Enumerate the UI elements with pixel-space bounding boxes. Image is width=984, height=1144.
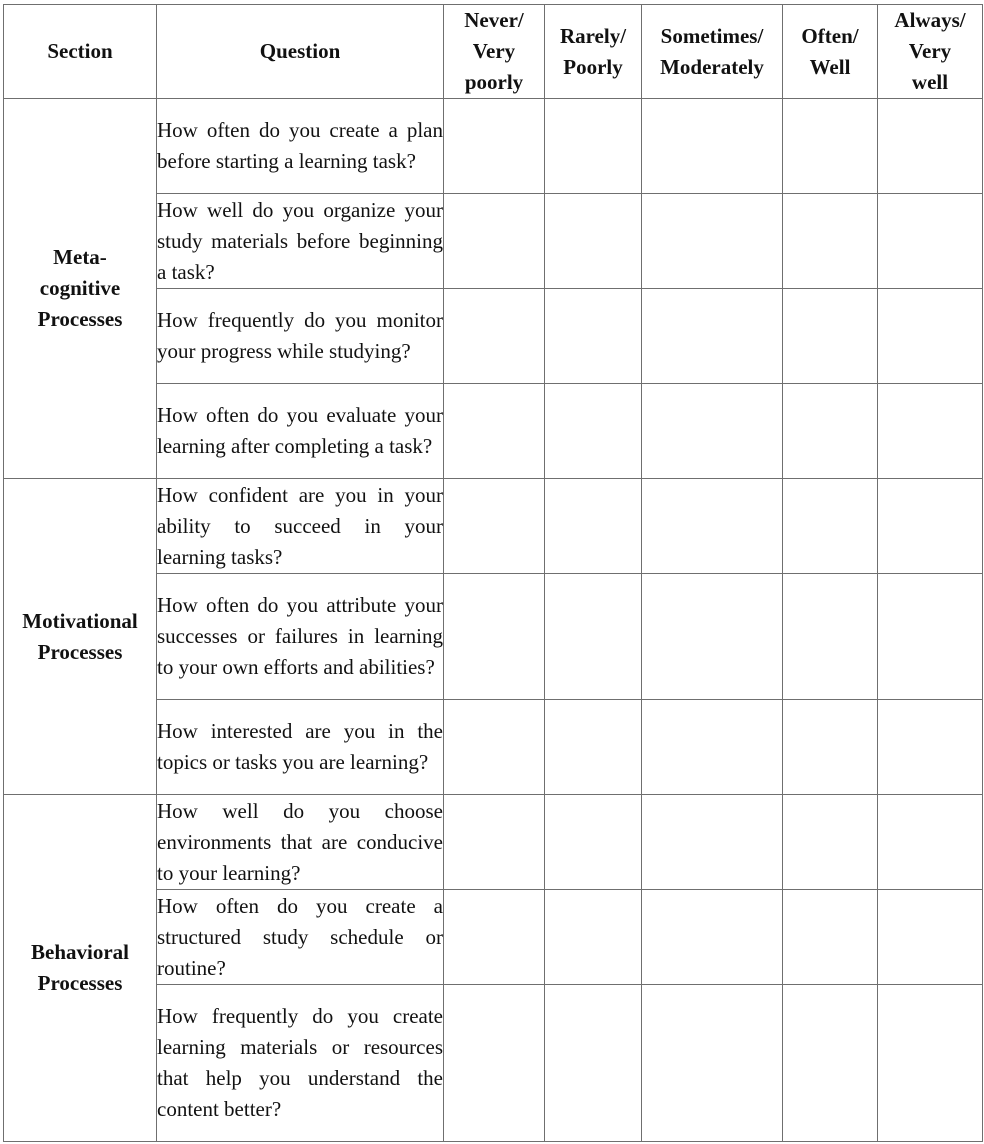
answer-cell-often[interactable] [783, 700, 878, 795]
answer-cell-often[interactable] [783, 985, 878, 1142]
question-text: How well do you choose environments that are conducive to your learning? [157, 795, 444, 890]
answer-cell-rarely[interactable] [545, 194, 642, 289]
answer-cell-often[interactable] [783, 574, 878, 700]
answer-cell-always[interactable] [878, 479, 983, 574]
answer-cell-often[interactable] [783, 289, 878, 384]
answer-cell-never[interactable] [444, 289, 545, 384]
answer-cell-always[interactable] [878, 795, 983, 890]
answer-cell-rarely[interactable] [545, 289, 642, 384]
answer-cell-rarely[interactable] [545, 99, 642, 194]
question-text: How well do you organize your study materials before beginning a task? [157, 194, 444, 289]
answer-cell-never[interactable] [444, 985, 545, 1142]
answer-cell-sometimes[interactable] [642, 985, 783, 1142]
answer-cell-sometimes[interactable] [642, 890, 783, 985]
answer-cell-rarely[interactable] [545, 384, 642, 479]
answer-cell-often[interactable] [783, 479, 878, 574]
answer-cell-never[interactable] [444, 574, 545, 700]
answer-cell-often[interactable] [783, 384, 878, 479]
answer-cell-sometimes[interactable] [642, 99, 783, 194]
answer-cell-sometimes[interactable] [642, 574, 783, 700]
answer-cell-sometimes[interactable] [642, 795, 783, 890]
answer-cell-sometimes[interactable] [642, 289, 783, 384]
question-text: How confident are you in your ability to succeed in your learning tasks? [157, 479, 444, 574]
question-text: How often do you attribute your successes or failures in learning to your own efforts and abilities? [157, 574, 444, 700]
answer-cell-rarely[interactable] [545, 890, 642, 985]
answer-cell-never[interactable] [444, 700, 545, 795]
answer-cell-always[interactable] [878, 289, 983, 384]
answer-cell-sometimes[interactable] [642, 194, 783, 289]
answer-cell-often[interactable] [783, 99, 878, 194]
question-text: How often do you create a plan before starting a learning task? [157, 99, 444, 194]
answer-cell-never[interactable] [444, 479, 545, 574]
answer-cell-always[interactable] [878, 700, 983, 795]
answer-cell-always[interactable] [878, 890, 983, 985]
answer-cell-sometimes[interactable] [642, 384, 783, 479]
answer-cell-always[interactable] [878, 985, 983, 1142]
answer-cell-often[interactable] [783, 194, 878, 289]
section-metacognitive: Meta- cognitive Processes [4, 99, 157, 479]
section-motivational: Motivational Processes [4, 479, 157, 795]
answer-cell-always[interactable] [878, 384, 983, 479]
answer-cell-never[interactable] [444, 890, 545, 985]
answer-cell-always[interactable] [878, 574, 983, 700]
answer-cell-never[interactable] [444, 795, 545, 890]
header-never-very-poorly: Never/ Very poorly [444, 5, 545, 99]
answer-cell-never[interactable] [444, 384, 545, 479]
questionnaire-table [3, 4, 983, 1142]
question-text: How interested are you in the topics or tasks you are learning? [157, 700, 444, 795]
question-text: How frequently do you monitor your progress while studying? [157, 289, 444, 384]
section-behavioral: Behavioral Processes [4, 795, 157, 1142]
answer-cell-always[interactable] [878, 99, 983, 194]
answer-cell-sometimes[interactable] [642, 479, 783, 574]
answer-cell-rarely[interactable] [545, 985, 642, 1142]
header-often-well: Often/ Well [783, 5, 878, 99]
answer-cell-rarely[interactable] [545, 574, 642, 700]
header-section: Section [4, 5, 157, 99]
question-text: How often do you evaluate your learning after completing a task? [157, 384, 444, 479]
answer-cell-rarely[interactable] [545, 700, 642, 795]
table-row [4, 795, 983, 890]
answer-cell-rarely[interactable] [545, 479, 642, 574]
table-row [4, 99, 983, 194]
header-rarely-poorly: Rarely/ Poorly [545, 5, 642, 99]
answer-cell-never[interactable] [444, 194, 545, 289]
answer-cell-rarely[interactable] [545, 795, 642, 890]
table-row [4, 479, 983, 574]
answer-cell-sometimes[interactable] [642, 700, 783, 795]
answer-cell-often[interactable] [783, 795, 878, 890]
question-text: How frequently do you create learning materials or resources that help you understand the content better? [157, 985, 444, 1142]
header-sometimes-moderately: Sometimes/ Moderately [642, 5, 783, 99]
question-text: How often do you create a structured study schedule or routine? [157, 890, 444, 985]
answer-cell-never[interactable] [444, 99, 545, 194]
header-row [4, 5, 983, 99]
answer-cell-often[interactable] [783, 890, 878, 985]
answer-cell-always[interactable] [878, 194, 983, 289]
header-always-very-well: Always/ Very well [878, 5, 983, 99]
header-question: Question [157, 5, 444, 99]
